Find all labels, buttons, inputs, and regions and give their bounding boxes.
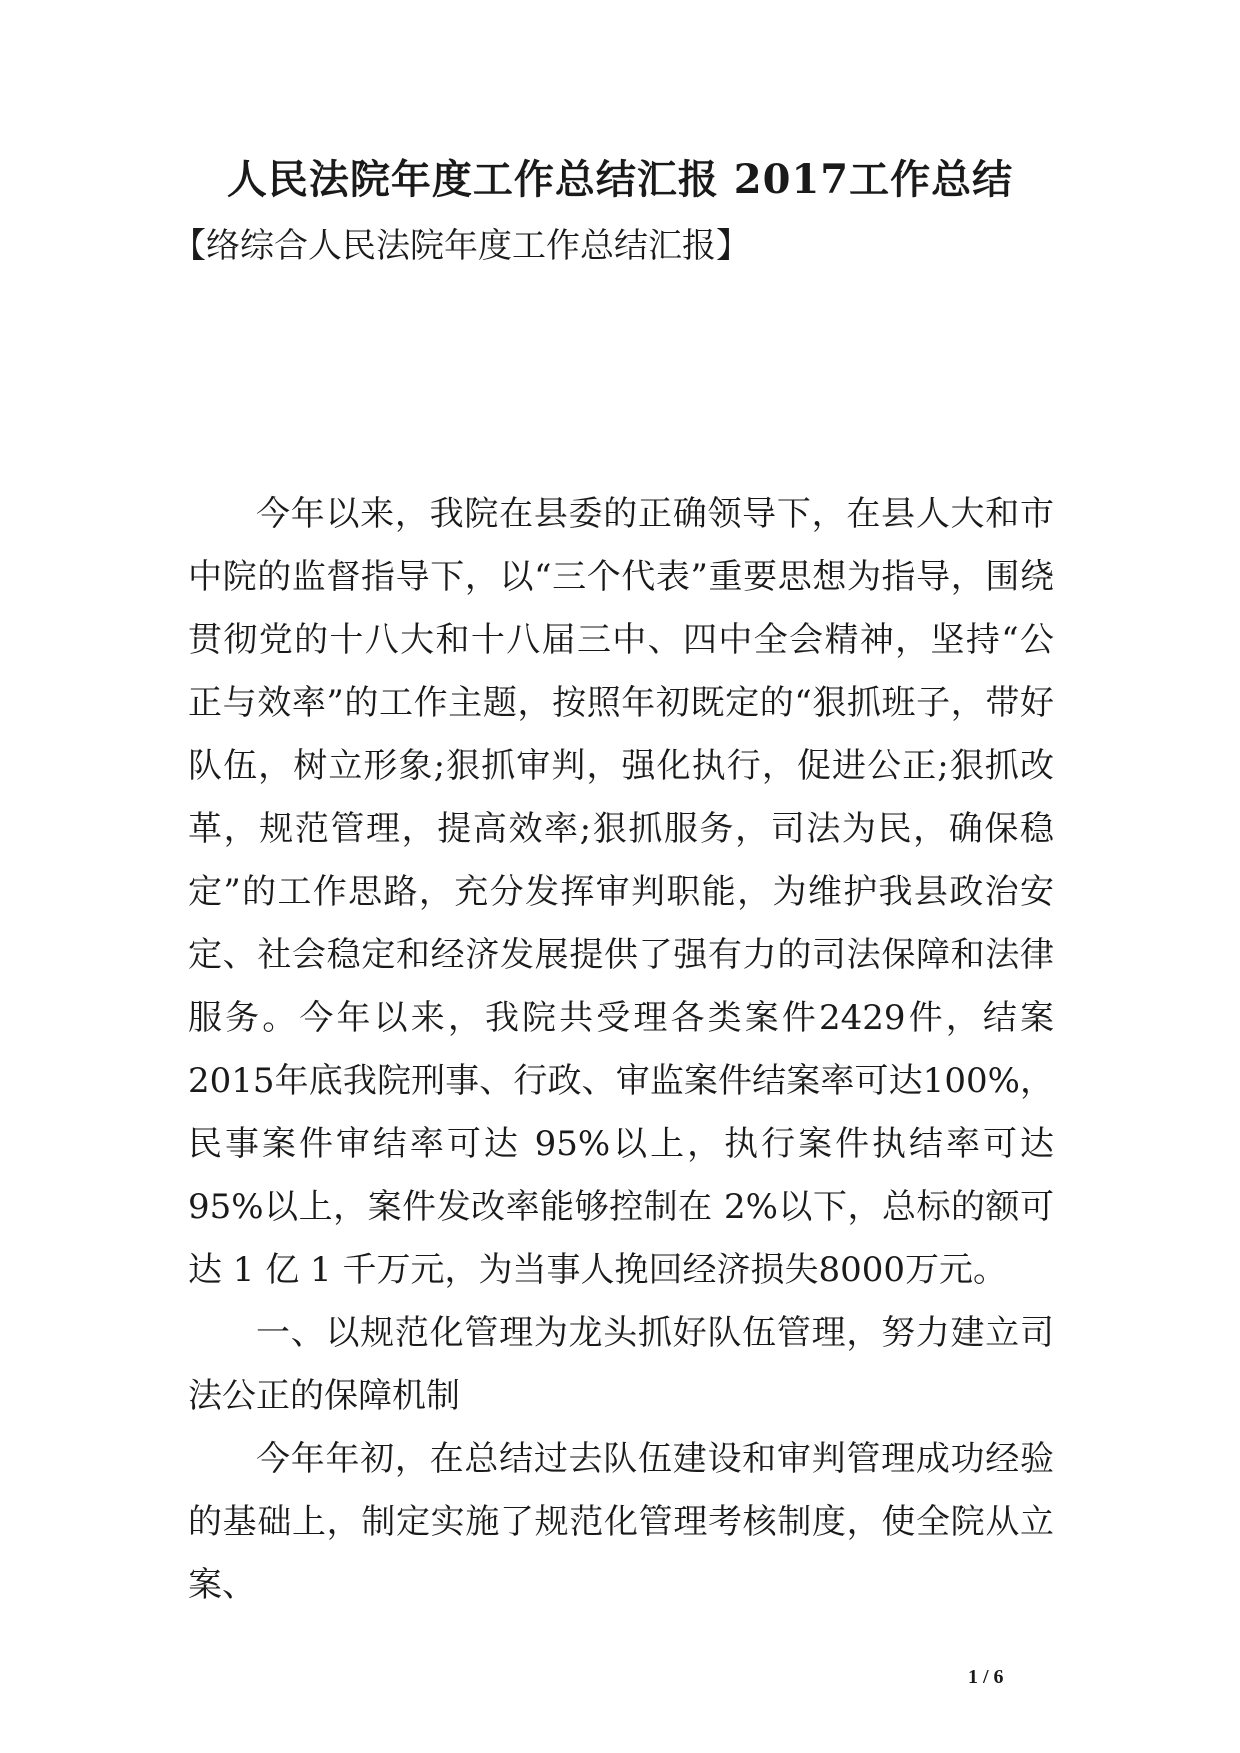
document-title: 人民法院年度工作总结汇报 2017工作总结 — [226, 156, 1014, 203]
paragraph-section-heading: 一、以规范化管理为龙头抓好队伍管理，努力建立司法公正的保障机制 — [188, 1313, 1054, 1416]
document-body — [188, 483, 1054, 1617]
document-subtitle: 【络综合人民法院年度工作总结汇报】 — [172, 226, 750, 266]
paragraph-intro: 今年以来，我院在县委的正确领导下，在县人大和市中院的监督指导下，以“三个代表”重要思想为指导，围绕贯彻党的十八大和十八届三中、四中全会精神，坚持“公正与效率”的工作主题，按照年初既定的“狠抓班子，带好队伍，树立形象;狠抓审判，强化执行，促进公正;狠抓改革，规范管理，提高效率;狠抓服务，司法为民，确保稳定”的工作思路，充分发挥审判职能，为维护我县政治安定、社会稳定和经济发展提供了强有力的司法保障和法律服务。今年以来，我院共受理各类案件2429件，结案2015年底我院刑事、行政、审监案件结案率可达100%，民事案件审结率可达 95%以上，执行案件执结率可达 95%以上，案件发改率能够控制在 2%以下，总标的额可达 1 亿 1 千万元，为当事人挽回经济损失8000万元。 — [188, 494, 1054, 1290]
paragraph-section-body: 今年年初，在总结过去队伍建设和审判管理成功经验的基础上，制定实施了规范化管理考核制度，使全院从立案、 — [188, 1439, 1054, 1605]
page-number: 1 / 6 — [968, 1666, 1004, 1688]
